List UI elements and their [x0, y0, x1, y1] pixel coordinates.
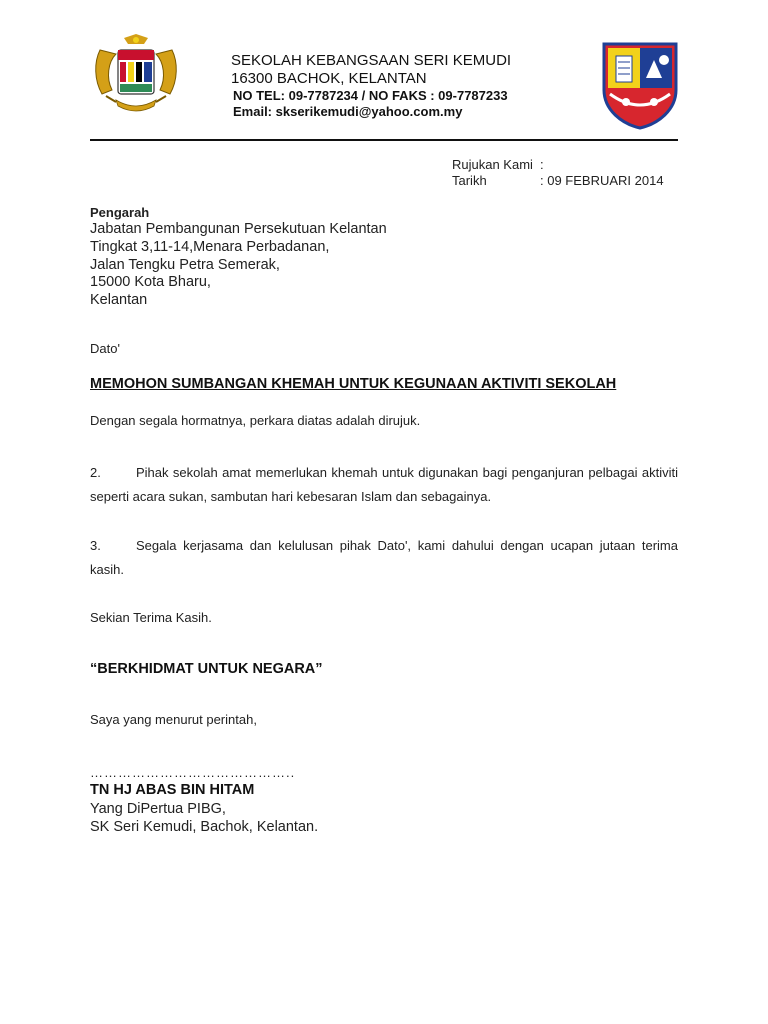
recipient-line: 15000 Kota Bharu,: [90, 274, 211, 290]
letterhead-divider: [90, 139, 678, 141]
paragraph-2: [90, 461, 678, 509]
signatory-name: TN HJ ABAS BIN HITAM: [90, 782, 255, 798]
motto: “BERKHIDMAT UNTUK NEGARA”: [90, 661, 323, 677]
recipient-line: Kelantan: [90, 292, 148, 308]
letter-subject: MEMOHON SUMBANGAN KHEMAH UNTUK KEGUNAAN AKTIVITI SEKOLAH: [90, 376, 617, 392]
salutation: Dato': [90, 341, 120, 356]
sign-off: Saya yang menurut perintah,: [90, 712, 257, 727]
school-email: Email: skserikemudi@yahoo.com.my: [233, 104, 463, 119]
school-name: SEKOLAH KEBANGSAAN SERI KEMUDI: [231, 52, 512, 69]
school-badge-logo: [596, 38, 684, 130]
school-tel-fax: NO TEL: 09-7787234 / NO FAKS : 09-7787233: [233, 88, 508, 103]
paragraph-3: [90, 534, 678, 582]
paragraph-number: 2.: [90, 465, 101, 480]
coat-of-arms-logo: [90, 32, 182, 118]
opening-line: Dengan segala hormatnya, perkara diatas adalah dirujuk.: [90, 413, 421, 428]
reference-row: [452, 157, 544, 172]
recipient-line: Jalan Tengku Petra Semerak,: [90, 257, 280, 273]
date-value: : 09 FEBRUARI 2014: [540, 173, 664, 188]
paragraph-text: Pihak sekolah amat memerlukan khemah untuk digunakan bagi penganjuran pelbagai aktiviti seperti acara sukan, sambutan hari kebesaran Islam dan sebagainya.: [90, 465, 678, 504]
date-row: [452, 173, 664, 188]
signatory-position: Yang DiPertua PIBG,: [90, 801, 226, 817]
signatory-org: SK Seri Kemudi, Bachok, Kelantan.: [90, 819, 319, 835]
recipient-line: Jabatan Pembangunan Persekutuan Kelantan: [90, 221, 387, 237]
paragraph-text: Segala kerjasama dan kelulusan pihak Dato', kami dahului dengan ucapan jutaan terima kasih.: [90, 538, 678, 577]
recipient-title: Pengarah: [90, 205, 150, 220]
reference-label: Rujukan Kami: [452, 157, 533, 172]
date-label: Tarikh: [452, 173, 487, 188]
closing-line: Sekian Terima Kasih.: [90, 610, 212, 625]
paragraph-number: 3.: [90, 538, 101, 553]
recipient-line: Tingkat 3,11-14,Menara Perbadanan,: [90, 239, 330, 255]
signature-line: ……………………………………..: [90, 765, 296, 780]
school-address: 16300 BACHOK, KELANTAN: [231, 70, 427, 87]
reference-value: :: [540, 157, 544, 172]
